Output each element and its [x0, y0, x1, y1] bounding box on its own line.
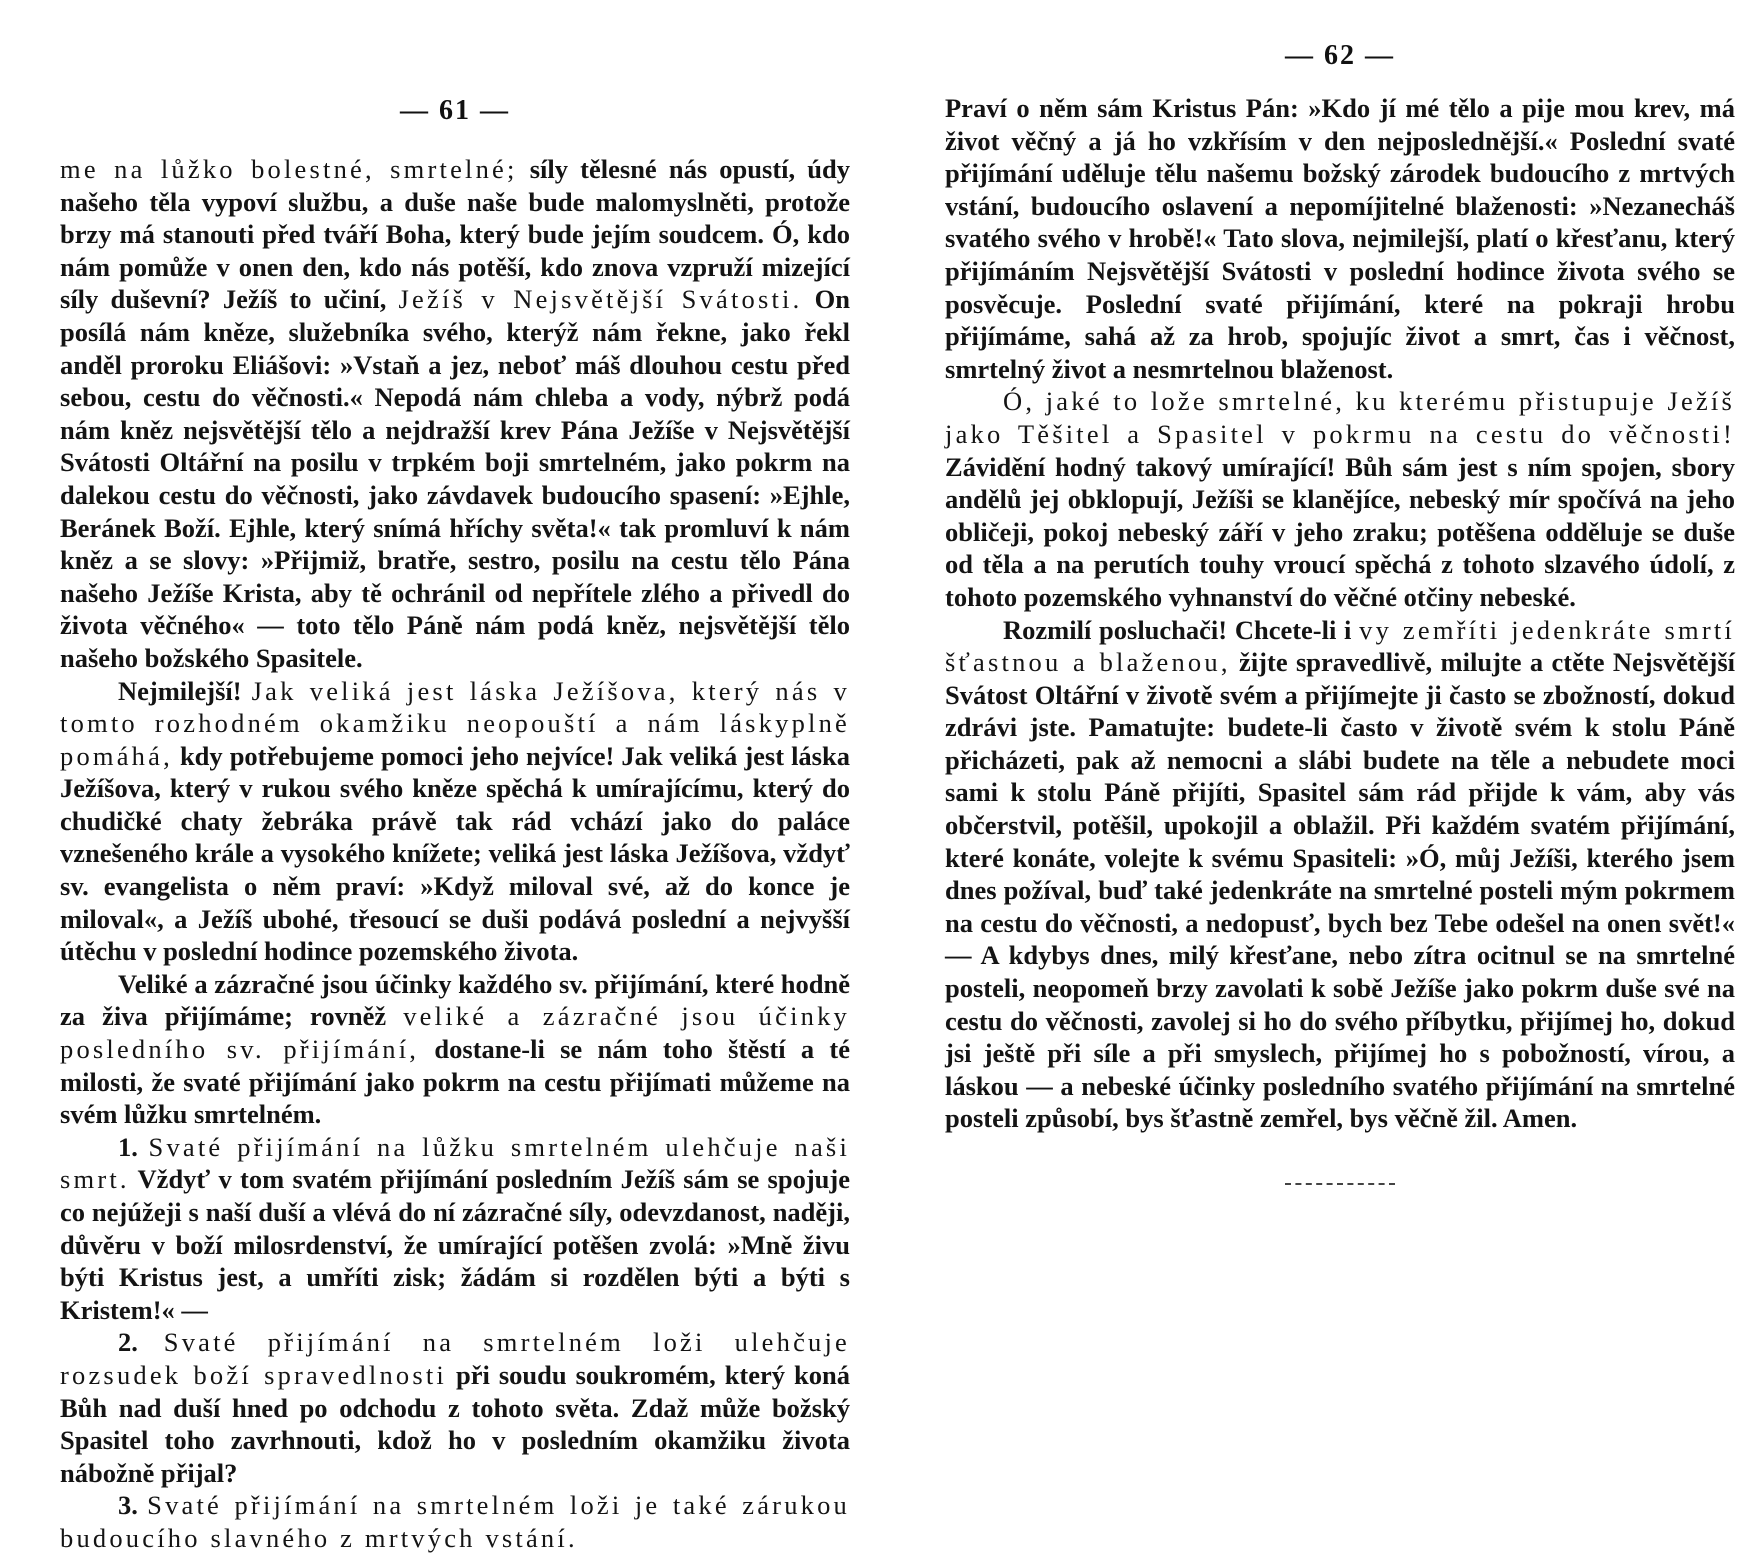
- spaced-emphasis-text: me na lůžko bolestné, smrtelné;: [60, 154, 518, 184]
- page-body: [60, 153, 850, 1555]
- text-run: 2.: [118, 1327, 164, 1358]
- text-run: Rozmilí posluchači! Chcete-li i: [1003, 614, 1360, 645]
- paragraph: [60, 153, 850, 675]
- paragraph: [60, 1326, 850, 1489]
- spaced-emphasis-text: Svaté přijímání na smrtelném loži ulehčuje rozsudek boží spravedlnosti: [60, 1327, 851, 1390]
- text-run: Praví o něm sám Kristus Pán: »Kdo jí mé tělo a pije mou krev, má život věčný a já ho vzkřísím v den nejposlednější.« Poslední svaté přijímání uděluje tělu našemu božský zárodek budoucího z mrtvých vstání, budoucího oslavení a nepomíjitelné blaženosti: »Nezanecháš svatého svého v hrobě!« Tato slova, nejmilejší, platí o křesťanu, který přijímáním Nejsvětější Svátosti v poslední hodince života svého se posvěcuje. Poslední svaté přijímání, které na pokraji hrobu přijímáme, sahá až za hrob, spojujíc život a smrt, čas i věčnost, smrtelný život a nesmrtelnou blaženost.: [945, 93, 1735, 384]
- paragraph: [945, 385, 1735, 613]
- paragraph: [60, 675, 850, 968]
- text-run: kdy potřebujeme pomoci jeho nejvíce! Jak veliká jest láska Ježíšova, který v rukou svého kněze spěchá k umírajícímu, který do chudičké chaty žebráka právě tak rád vchází jako do paláce vznešeného krále a vysokého knížete; veliká jest láska Ježíšova, vždyť sv. evangelista o něm praví: »Když miloval své, až do konce je miloval«, a Ježíš ubohé, třesoucí se duši podává poslední a nejvyšší útěchu v poslední hodince pozemského života.: [60, 740, 850, 967]
- page-number: — 61 —: [400, 95, 510, 126]
- spaced-emphasis-text: Ježíš v Nejsvětější Svátosti.: [398, 284, 803, 315]
- spaced-emphasis-text: Jak veliká jest láska Ježíšova, který nás v tomto rozhodném okamžiku neopouští a nám láskyplně pomáhá,: [60, 675, 850, 771]
- text-run: žijte spravedlivě, milujte a ctěte Nejsvětější Svátost Oltářní v životě svém a přijímejte ji často se zbožností, dokud zdrávi jste. Pamatujte: budete-li často v životě svém k stolu Páně přicházeti, pak až nemocni a slábi budete na těle a nebudete moci sami k stolu Páně přijíti, Spasitel sám rád přijde k vám, aby vás občerstvil, potěšil, upokojil a oblažil. Při každém svatém přijímání, které konáte, volejte k svému Spasiteli: »Ó, můj Ježíši, kterého jsem dnes požíval, buď také jedenkráte na smrtelné posteli mým pokrmem na cestu do věčnosti, a nedopusť, bych bez Tebe odešel na onen svět!« — A kdybys dnes, milý křesťane, nebo zítra ocitnul se na smrtelné posteli, neopomeň brzy zavolati k sobě Ježíše jako pokrm duše své na cestu do věčnosti, zavolej si ho do svého příbytku, přijímej ho, dokud jsi ještě při síle a při smyslech, přijímej ho s pobožností, vírou, a láskou — a nebeské účinky posledního svatého přijímání na smrtelné posteli způsobí, bys šťastně zemřel, bys věčně žil. Amen.: [945, 647, 1736, 1134]
- text-run: 1.: [118, 1131, 149, 1162]
- spaced-emphasis-text: veliké a zázračné jsou účinky posledního sv. přijímání,: [60, 1001, 850, 1065]
- page-body: [945, 92, 1735, 1135]
- text-run: síly tělesné nás opustí, údy našeho těla vypoví službu, a duše naše bude malomyslněti, protože brzy má stanouti před tváří Boha, který bude jejím soudcem. Ó, kdo nám pomůže v onen den, kdo nás potěší, kdo znova vzpruží mizející síly duševní? Ježíš to učiní,: [60, 154, 850, 315]
- paragraph: [60, 1489, 850, 1554]
- spaced-emphasis-text: Svaté přijímání na lůžku smrtelném ulehčuje naši smrt.: [60, 1131, 851, 1195]
- paragraph: [945, 614, 1735, 1136]
- left-page: [60, 95, 850, 1555]
- paragraph: [60, 968, 850, 1131]
- paragraph: [60, 1131, 850, 1327]
- spaced-emphasis-text: vy zemříti jedenkráte smrtí šťastnou a blaženou,: [945, 614, 1735, 678]
- text-run: Závidění hodný takový umírající! Bůh sám jest s ním spojen, sbory andělů jej obklopují, Ježíši se klanějíce, nebeský mír spočívá na jeho obličeji, pokoj nebeský září v jeho zraku; potěšena odděluje se duše od těla a na perutích touhy vroucí spěchá z tohoto slzavého údolí, z tohoto pozemského vyhnanství do věčné otčiny nebeské.: [945, 451, 1735, 612]
- spaced-emphasis-text: Svaté přijímání na smrtelném loži je také zárukou budoucího slavného z mrtvých vstání.: [60, 1490, 851, 1553]
- text-run: 3.: [118, 1490, 148, 1521]
- text-run: dostane-li se nám toho štěstí a té milosti, že svaté přijímání jako pokrm na cestu přijímati můžeme na svém lůžku smrtelném.: [60, 1034, 850, 1130]
- text-run: Vždyť v tom svatém přijímání posledním Ježíš sám se spojuje co nejúžeji s naší duší a vlévá do ní zázračné síly, odevzdanost, naději, důvěru v boží milosrdenství, že umírající potěšen zvolá: »Mně živu býti Kristus jest, a umříti zisk; žádám si rozdělen býti a býti s Kristem!« —: [60, 1164, 850, 1325]
- paragraph: [945, 92, 1735, 385]
- page-number: — 62 —: [1285, 40, 1395, 71]
- right-page: [945, 40, 1735, 1185]
- spaced-emphasis-text: Ó, jaké to lože smrtelné, ku kterému přistupuje Ježíš jako Těšitel a Spasitel v pokrmu na cestu do věčnosti!: [945, 386, 1735, 449]
- text-run: On posílá nám kněze, služebníka svého, kterýž nám řekne, jako řekl anděl proroku Eliášovi: »Vstaň a jez, neboť máš dlouhou cestu před sebou, cestu do věčnosti.« Nepodá nám chleba a vody, nýbrž podá nám kněz nejsvětější tělo a nejdražší krev Pána Ježíše v Nejsvětější Svátosti Oltářní na posilu v trpkém boji smrtelném, jako pokrm na dalekou cestu do věčnosti, jako závdavek budoucího spasení: »Ejhle, Beránek Boží. Ejhle, který snímá hříchy světa!« tak promluví k nám kněz a se slovy: »Přijmiž, bratře, sestro, posilu na cestu tělo Pána našeho Ježíše Krista, aby tě ochránil od nepřítele zlého a přivedl do života věčného« — toto tělo Páně nám podá kněz, nejsvětější tělo našeho božského Spasitele.: [60, 284, 850, 673]
- text-run: Veliké a zázračné jsou účinky každého sv. přijímání, které hodně za živa přijímáme; rovněž: [60, 968, 850, 1032]
- text-run: při soudu soukromém, který koná Bůh nad duší hned po odchodu z tohoto světa. Zdaž může božský Spasitel toho zavrhnouti, kdož ho v posledním okamžiku života nábožně přijal?: [60, 1359, 851, 1488]
- text-run: Nejmilejší!: [118, 675, 252, 706]
- closing-rule: [1285, 1183, 1395, 1185]
